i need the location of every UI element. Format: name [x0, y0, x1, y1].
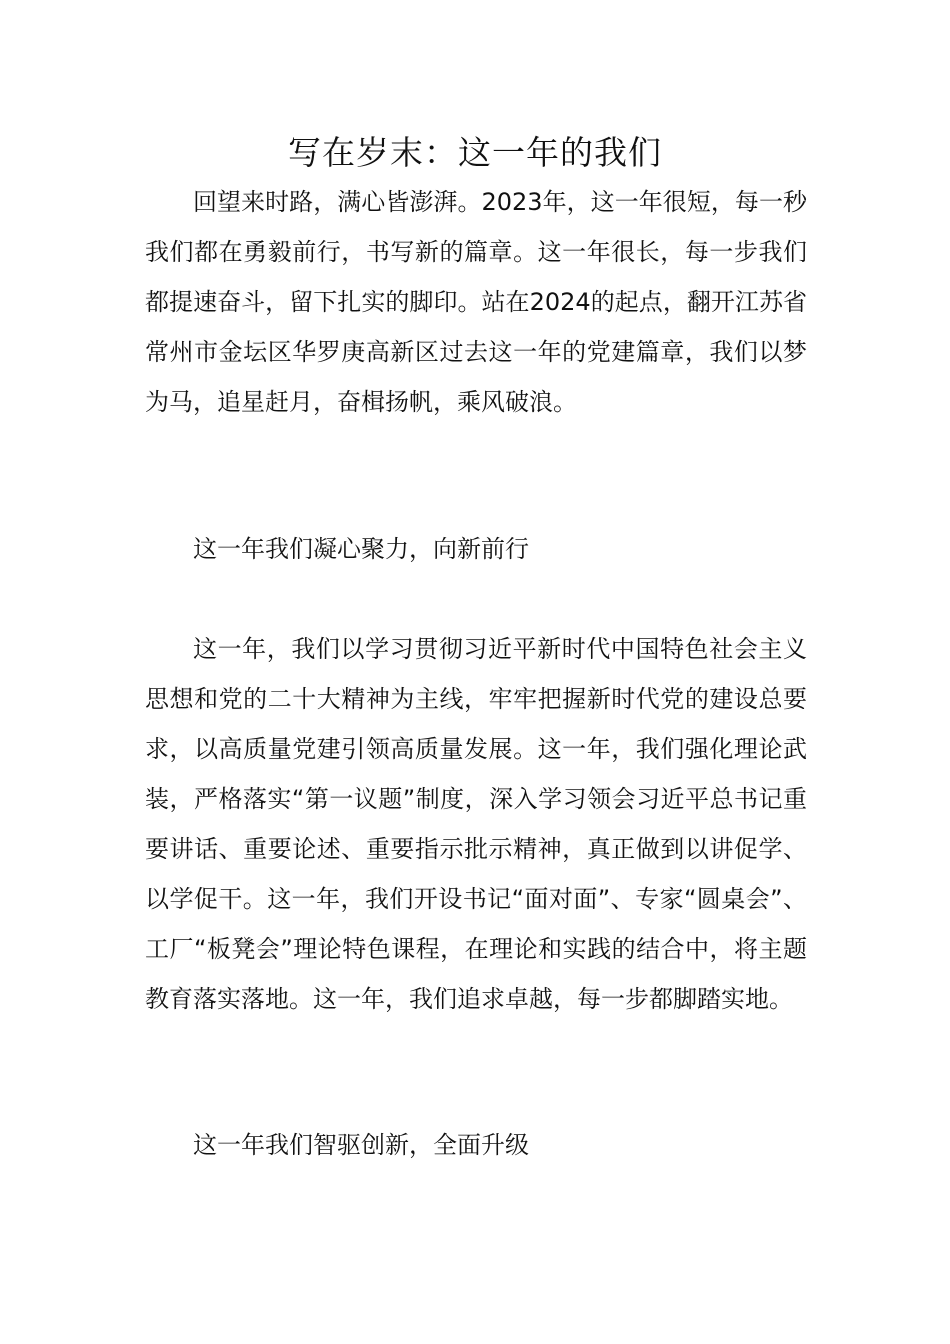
- section-heading-1: 这一年我们凝心聚力，向新前行: [193, 535, 529, 563]
- intro-paragraph: 回望来时路，满心皆澎湃。2023年，这一年很短，每一秒我们都在勇毅前行，书写新的篇章。这一年很长，每一步我们都提速奋斗，留下扎实的脚印。站在2024的起点，翻开江苏省常州市金坛区华罗庚高新区过去这一年的党建篇章，我们以梦为马，追星赶月，奋楫扬帆，乘风破浪。: [145, 188, 807, 416]
- section-heading-2: 这一年我们智驱创新，全面升级: [193, 1131, 529, 1159]
- body-paragraph: 这一年，我们以学习贯彻习近平新时代中国特色社会主义思想和党的二十大精神为主线，牢牢把握新时代党的建设总要求，以高质量党建引领高质量发展。这一年，我们强化理论武装，严格落实“第一议题”制度，深入学习领会习近平总书记重要讲话、重要论述、重要指示批示精神，真正做到以讲促学、以学促干。这一年，我们开设书记“面对面”、专家“圆桌会”、工厂“板凳会”理论特色课程，在理论和实践的结合中，将主题教育落实落地。这一年，我们追求卓越，每一步都脚踏实地。: [145, 635, 807, 1013]
- document-title: 写在岁末：这一年的我们: [288, 133, 662, 172]
